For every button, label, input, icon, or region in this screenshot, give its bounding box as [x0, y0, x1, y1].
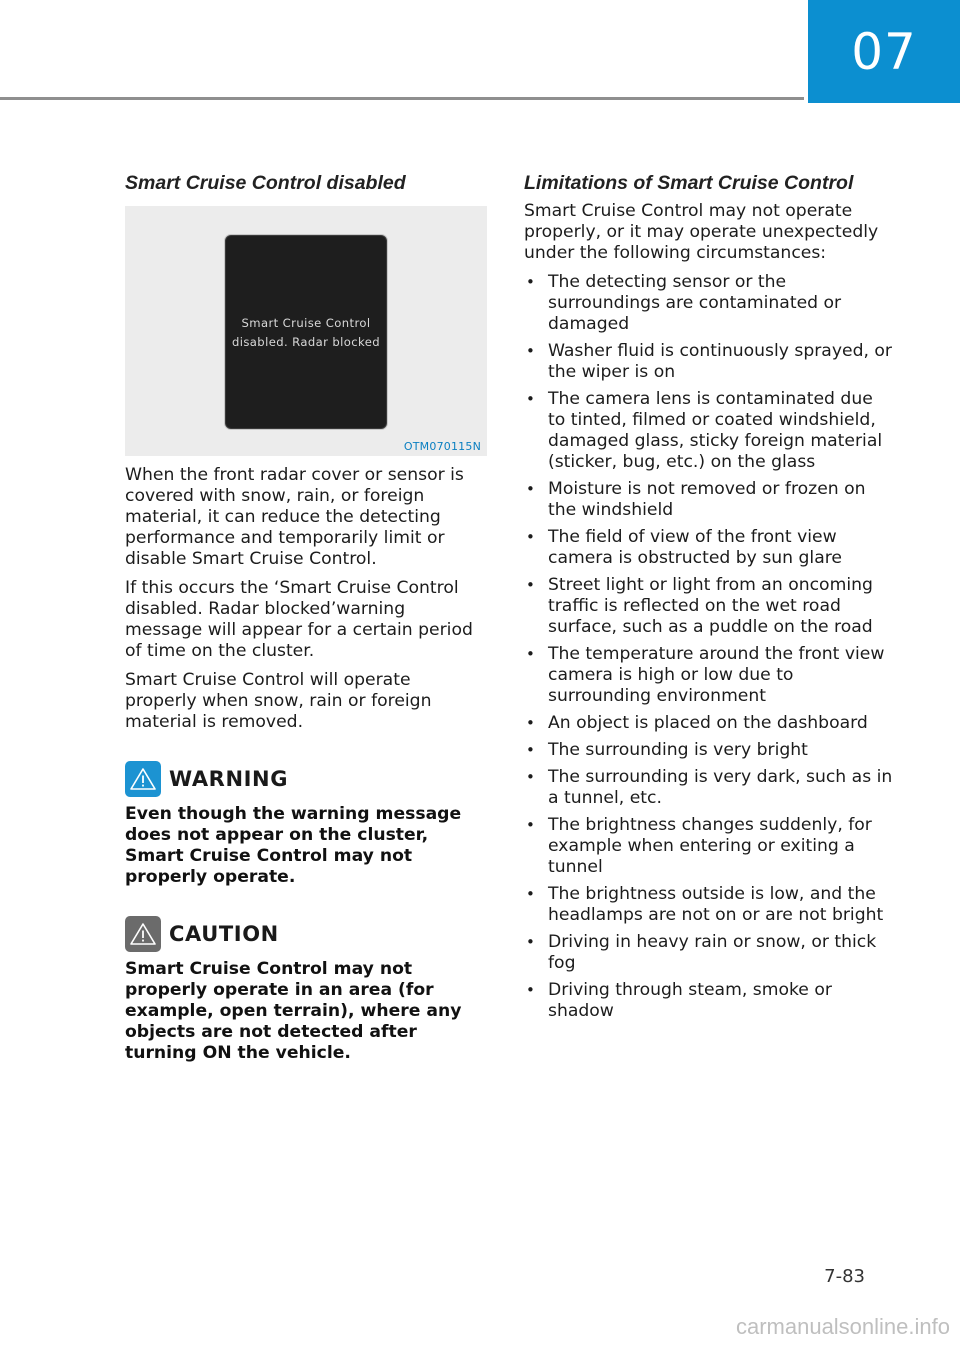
header-rule	[0, 97, 804, 100]
caution-title: CAUTION	[169, 922, 279, 946]
left-column	[125, 172, 487, 1064]
warning-title: WARNING	[169, 767, 289, 791]
list-item: • The brightness outside is low, and the headlamps are not on or are not bright	[524, 884, 894, 926]
paragraph: When the front radar cover or sensor is covered with snow, rain, or foreign material, it can reduce the detecting performance and temporarily limit or disable Smart Cruise Control.	[125, 465, 464, 569]
page-number: 7-83	[824, 1266, 865, 1287]
warning-triangle-icon	[125, 761, 161, 797]
list-item: • The temperature around the front view camera is high or low due to surrounding environment	[524, 644, 894, 707]
warning-header	[125, 761, 487, 797]
cluster-display	[225, 235, 387, 429]
chapter-tab	[808, 0, 960, 103]
list-item: • The camera lens is contaminated due to tinted, filmed or coated windshield, damaged glass, sticky foreign material (sticker, bug, etc.) on the glass	[524, 389, 894, 473]
list-item: • The surrounding is very bright	[524, 740, 894, 761]
list-item: • Driving in heavy rain or snow, or thick fog	[524, 932, 894, 974]
figure-code: OTM070115N	[403, 440, 481, 453]
caution-header	[125, 916, 487, 952]
list-item: • An object is placed on the dashboard	[524, 713, 894, 734]
caution-body: Smart Cruise Control may not properly operate in an area (for example, open terrain), where any objects are not detected after turning ON the vehicle.	[125, 959, 462, 1063]
warning-body: Even though the warning message does not appear on the cluster, Smart Cruise Control may not properly operate.	[125, 804, 462, 887]
limitations-list	[524, 272, 894, 1022]
list-item: • The surrounding is very dark, such as in a tunnel, etc.	[524, 767, 894, 809]
cluster-message-text: Smart Cruise Control disabled. Radar blocked	[231, 316, 381, 349]
cluster-message-figure	[125, 206, 487, 456]
paragraph: If this occurs the ‘Smart Cruise Control disabled. Radar blocked’warning message will appear for a certain period of time on the cluster.	[125, 578, 473, 661]
chapter-number: 07	[851, 22, 917, 81]
list-item: • The detecting sensor or the surroundings are contaminated or damaged	[524, 272, 894, 335]
watermark: carmanualsonline.info	[735, 1314, 950, 1339]
caution-triangle-icon	[125, 916, 161, 952]
list-item: • The field of view of the front view camera is obstructed by sun glare	[524, 527, 894, 569]
limitations-intro: Smart Cruise Control may not operate properly, or it may operate unexpectedly under the following circumstances:	[524, 201, 879, 263]
list-item: • Washer fluid is continuously sprayed, or the wiper is on	[524, 341, 894, 383]
list-item: • Driving through steam, smoke or shadow	[524, 980, 894, 1022]
right-column	[524, 172, 894, 1028]
section-heading-scc-disabled: Smart Cruise Control disabled	[125, 172, 406, 194]
paragraph: Smart Cruise Control will operate properly when snow, rain or foreign material is removed.	[125, 670, 432, 732]
section-heading-limitations: Limitations of Smart Cruise Control	[524, 172, 854, 194]
list-item: • Moisture is not removed or frozen on the windshield	[524, 479, 894, 521]
list-item: • Street light or light from an oncoming traffic is reflected on the wet road surface, such as a puddle on the road	[524, 575, 894, 638]
list-item: • The brightness changes suddenly, for example when entering or exiting a tunnel	[524, 815, 894, 878]
